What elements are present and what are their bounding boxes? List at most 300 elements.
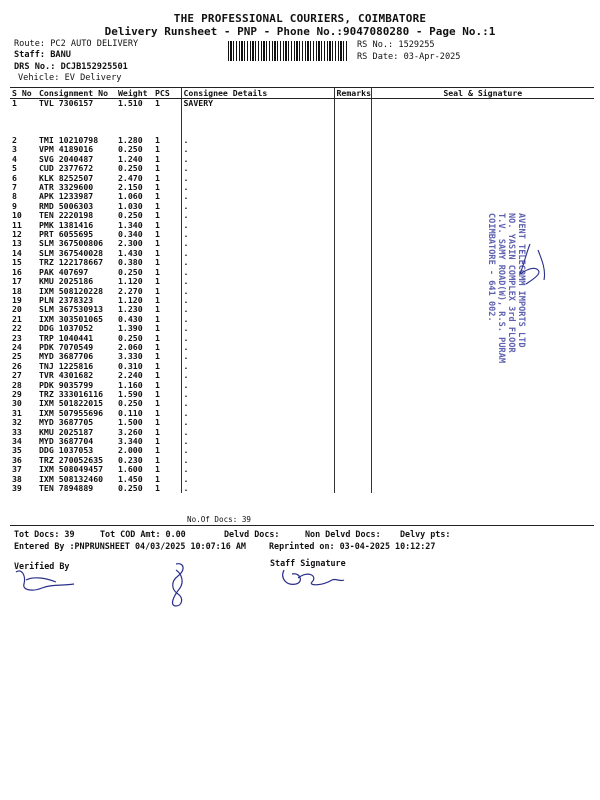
row-sno: 23 [12, 332, 22, 343]
row-consignee: . [181, 324, 334, 333]
row-remarks [334, 334, 371, 343]
row-weight: 1.030 [118, 200, 143, 211]
row-consignee: . [181, 475, 334, 484]
row-sno: 5 [12, 163, 17, 174]
row-remarks [334, 239, 371, 248]
row-consignee: SAVERY [181, 99, 334, 137]
row-seal-signature [371, 155, 594, 164]
company-stamp [440, 213, 526, 383]
row-consignee: . [181, 145, 334, 154]
row-consignee: . [181, 155, 334, 164]
stamp-line: T.V. SAMY ROAD(W), R.S. PURAM [496, 213, 506, 364]
row-weight: 0.250 [118, 266, 143, 277]
row-weight: 1.340 [118, 219, 143, 230]
runsheet-subtitle: Delivery Runsheet - PNP - Phone No.:9047080280 - Page No.:1 [104, 25, 496, 38]
col-header-pcs: PCS [153, 88, 181, 99]
row-sno: 15 [12, 257, 22, 268]
row-sno: 2 [12, 135, 17, 145]
row-pcs: 1 [155, 210, 160, 221]
receiver-signature [512, 240, 552, 290]
row-remarks [334, 305, 371, 314]
row-weight: 2.240 [118, 370, 143, 381]
row-weight: 1.060 [118, 191, 143, 202]
row-consignment-no: KMU 2025187 [39, 426, 94, 437]
entered-by: Entered By :PNPRUNSHEET 04/03/2025 10:07:16 AM [14, 541, 246, 551]
row-remarks [334, 390, 371, 399]
row-consignment-no: MYD 3687705 [39, 417, 94, 428]
table-row [10, 475, 594, 484]
row-remarks [334, 428, 371, 437]
col-header-remarks: Remarks [334, 88, 371, 99]
row-pcs: 1 [155, 135, 160, 145]
row-weight: 0.340 [118, 229, 143, 240]
row-weight: 1.120 [118, 276, 143, 287]
row-consignment-no: DDG 1037053 [39, 445, 94, 456]
row-sno: 18 [12, 285, 22, 296]
row-sno: 29 [12, 388, 22, 399]
row-consignment-no: PAK 407697 [39, 266, 89, 277]
table-row [10, 183, 594, 192]
row-consignee: . [181, 315, 334, 324]
row-consignment-no: TVL 7306157 [39, 98, 94, 108]
row-weight: 0.250 [118, 163, 143, 174]
row-sno: 31 [12, 407, 22, 418]
table-row [10, 155, 594, 164]
row-weight: 0.250 [118, 210, 143, 221]
row-pcs: 1 [155, 388, 160, 399]
reprinted-on: Reprinted on: 03-04-2025 10:12:27 [269, 541, 436, 551]
row-sno: 39 [12, 483, 22, 494]
row-consignment-no: IXM 507955696 [39, 407, 104, 418]
initial-signature [164, 560, 194, 610]
row-consignee: . [181, 183, 334, 192]
row-consignment-no: TEN 2220198 [39, 210, 94, 221]
rs-date: RS Date: 03-Apr-2025 [357, 52, 461, 62]
row-consignee: . [181, 381, 334, 390]
table-row [10, 437, 594, 446]
row-remarks [334, 362, 371, 371]
row-remarks [334, 484, 371, 493]
row-seal-signature [371, 484, 594, 493]
row-seal-signature [371, 136, 594, 145]
row-sno: 1 [12, 98, 17, 108]
row-weight: 2.270 [118, 285, 143, 296]
row-remarks [334, 437, 371, 446]
row-weight: 2.300 [118, 238, 143, 249]
row-weight: 3.340 [118, 436, 143, 446]
row-pcs: 1 [155, 323, 160, 334]
row-pcs: 1 [155, 200, 160, 211]
row-sno: 34 [12, 436, 22, 446]
table-row [10, 418, 594, 427]
verifier-signature [12, 566, 82, 596]
row-pcs: 1 [155, 98, 160, 108]
row-weight: 1.240 [118, 153, 143, 164]
row-sno: 36 [12, 454, 22, 465]
row-pcs: 1 [155, 285, 160, 296]
row-consignee: . [181, 334, 334, 343]
non-delivered-docs: Non Delvd Docs: [305, 529, 381, 539]
vehicle-label: Vehicle: EV Delivery [18, 73, 122, 83]
staff-signature-label: Staff Signature [270, 558, 346, 568]
row-consignee: . [181, 437, 334, 446]
table-row [10, 145, 594, 154]
row-seal-signature [371, 145, 594, 154]
row-weight: 1.280 [118, 135, 143, 145]
row-weight: 0.310 [118, 360, 143, 371]
row-sno: 38 [12, 473, 22, 484]
staff-signature [278, 566, 348, 590]
row-seal-signature [371, 428, 594, 437]
table-row [10, 409, 594, 418]
row-remarks [334, 296, 371, 305]
row-consignment-no: PDK 9035799 [39, 379, 94, 390]
table-bottom-rule [10, 525, 594, 526]
row-pcs: 1 [155, 266, 160, 277]
stamp-line: NO. YASIN COMPLEX 3rd FLOOR [506, 213, 516, 353]
verified-by-label: Verified By [14, 561, 70, 571]
row-consignment-no: IXM 508049457 [39, 464, 104, 475]
row-pcs: 1 [155, 238, 160, 249]
row-pcs: 1 [155, 182, 160, 193]
row-remarks [334, 145, 371, 154]
row-seal-signature [371, 99, 594, 137]
row-consignment-no: TEN 7894889 [39, 483, 94, 494]
row-sno: 32 [12, 417, 22, 428]
row-pcs: 1 [155, 247, 160, 258]
row-weight: 2.470 [118, 172, 143, 183]
row-consignee: . [181, 352, 334, 361]
table-row [10, 99, 594, 137]
row-remarks [334, 324, 371, 333]
stamp-line: COIMBATORE - 641 002. [486, 213, 496, 322]
col-header-sno: S No [10, 88, 37, 99]
row-consignment-no: KMU 2025186 [39, 276, 94, 287]
row-remarks [334, 343, 371, 352]
row-sno: 27 [12, 370, 22, 381]
row-remarks [334, 446, 371, 455]
row-consignee: . [181, 174, 334, 183]
row-consignee: . [181, 343, 334, 352]
row-sno: 24 [12, 341, 22, 352]
row-seal-signature [371, 437, 594, 446]
row-consignment-no: TRZ 270052635 [39, 454, 104, 465]
row-consignee: . [181, 202, 334, 211]
row-sno: 13 [12, 238, 22, 249]
row-sno: 16 [12, 266, 22, 277]
table-row [10, 192, 594, 201]
row-sno: 8 [12, 191, 17, 202]
row-consignment-no: MYD 3687706 [39, 351, 94, 362]
row-weight: 0.250 [118, 144, 143, 155]
row-sno: 7 [12, 182, 17, 193]
row-weight: 2.150 [118, 182, 143, 193]
row-pcs: 1 [155, 153, 160, 164]
delivery-points: Delvy pts: [400, 529, 451, 539]
row-seal-signature [371, 409, 594, 418]
row-seal-signature [371, 164, 594, 173]
row-consignment-no: TNJ 1225816 [39, 360, 94, 371]
row-remarks [334, 277, 371, 286]
row-weight: 0.110 [118, 407, 143, 418]
row-remarks [334, 287, 371, 296]
row-pcs: 1 [155, 370, 160, 381]
row-consignment-no: MYD 3687704 [39, 436, 94, 446]
row-consignee: . [181, 456, 334, 465]
row-pcs: 1 [155, 473, 160, 484]
row-sno: 9 [12, 200, 17, 211]
row-consignee: . [181, 296, 334, 305]
rs-number: RS No.: 1529255 [357, 40, 435, 50]
row-consignment-no: IXM 501822015 [39, 398, 104, 409]
row-weight: 1.600 [118, 464, 143, 475]
row-pcs: 1 [155, 163, 160, 174]
row-weight: 0.380 [118, 257, 143, 268]
row-consignee: . [181, 258, 334, 267]
row-consignment-no: SLM 367530913 [39, 304, 104, 315]
row-consignee: . [181, 418, 334, 427]
drs-number: DRS No.: DCJB152925501 [14, 62, 128, 72]
row-remarks [334, 211, 371, 220]
row-pcs: 1 [155, 144, 160, 155]
row-pcs: 1 [155, 341, 160, 352]
row-weight: 0.230 [118, 454, 143, 465]
row-remarks [334, 174, 371, 183]
row-consignee: . [181, 230, 334, 239]
no-of-docs: No.Of Docs: 39 [187, 515, 252, 524]
total-cod-amount: Tot COD Amt: 0.00 [100, 529, 186, 539]
row-pcs: 1 [155, 454, 160, 465]
row-pcs: 1 [155, 360, 160, 371]
row-pcs: 1 [155, 172, 160, 183]
row-pcs: 1 [155, 407, 160, 418]
row-sno: 11 [12, 219, 22, 230]
staff-label: Staff: BANU [14, 50, 71, 60]
row-pcs: 1 [155, 379, 160, 390]
row-remarks [334, 230, 371, 239]
row-pcs: 1 [155, 464, 160, 475]
row-sno: 3 [12, 144, 17, 155]
row-consignment-no: PDK 7070549 [39, 341, 94, 352]
row-pcs: 1 [155, 191, 160, 202]
row-seal-signature [371, 475, 594, 484]
total-docs: Tot Docs: 39 [14, 529, 75, 539]
row-consignment-no: KLK 8252507 [39, 172, 94, 183]
row-consignment-no: SLM 367500806 [39, 238, 104, 249]
row-consignment-no: TRZ 333016116 [39, 388, 104, 399]
row-consignee: . [181, 399, 334, 408]
row-consignee: . [181, 390, 334, 399]
row-remarks [334, 221, 371, 230]
table-row [10, 428, 594, 437]
col-header-seal: Seal & Signature [371, 88, 594, 99]
row-seal-signature [371, 390, 594, 399]
row-consignee: . [181, 287, 334, 296]
row-sno: 37 [12, 464, 22, 475]
row-consignment-no: CUD 2377672 [39, 163, 94, 174]
row-weight: 2.060 [118, 341, 143, 352]
row-consignment-no: IXM 508120228 [39, 285, 104, 296]
row-consignment-no: TVR 4301682 [39, 370, 94, 381]
row-seal-signature [371, 456, 594, 465]
row-pcs: 1 [155, 436, 160, 446]
row-consignee: . [181, 249, 334, 258]
row-weight: 3.330 [118, 351, 143, 362]
row-sno: 33 [12, 426, 22, 437]
row-pcs: 1 [155, 445, 160, 456]
row-consignee: . [181, 164, 334, 173]
row-remarks [334, 155, 371, 164]
row-seal-signature [371, 446, 594, 455]
row-consignment-no: IXM 508132460 [39, 473, 104, 484]
row-consignment-no: TRZ 122178667 [39, 257, 104, 268]
row-consignee: . [181, 136, 334, 145]
row-weight: 3.260 [118, 426, 143, 437]
row-consignee: . [181, 268, 334, 277]
row-remarks [334, 258, 371, 267]
row-remarks [334, 409, 371, 418]
table-row [10, 202, 594, 211]
row-sno: 22 [12, 323, 22, 334]
row-seal-signature [371, 418, 594, 427]
row-remarks [334, 164, 371, 173]
row-consignee: . [181, 211, 334, 220]
row-weight: 1.590 [118, 388, 143, 399]
table-header-row [10, 88, 594, 99]
row-weight: 1.430 [118, 247, 143, 258]
row-sno: 6 [12, 172, 17, 183]
stamp-line: AVENT TELECOMM IMPORTS LTD [516, 213, 526, 348]
row-sno: 20 [12, 304, 22, 315]
row-remarks [334, 183, 371, 192]
row-remarks [334, 465, 371, 474]
row-consignee: . [181, 428, 334, 437]
row-sno: 21 [12, 313, 22, 324]
delivered-docs: Delvd Docs: [224, 529, 280, 539]
row-weight: 0.250 [118, 332, 143, 343]
row-consignee: . [181, 362, 334, 371]
row-consignment-no: SLM 367540028 [39, 247, 104, 258]
row-weight: 1.450 [118, 473, 143, 484]
company-title: THE PROFESSIONAL COURIERS, COIMBATORE [173, 12, 427, 25]
row-sno: 26 [12, 360, 22, 371]
row-remarks [334, 418, 371, 427]
row-consignee: . [181, 465, 334, 474]
row-weight: 0.430 [118, 313, 143, 324]
row-seal-signature [371, 465, 594, 474]
row-remarks [334, 315, 371, 324]
row-consignee: . [181, 409, 334, 418]
table-row [10, 174, 594, 183]
row-weight: 1.390 [118, 323, 143, 334]
row-pcs: 1 [155, 229, 160, 240]
row-seal-signature [371, 399, 594, 408]
row-consignee: . [181, 305, 334, 314]
row-pcs: 1 [155, 313, 160, 324]
row-pcs: 1 [155, 426, 160, 437]
row-remarks [334, 99, 371, 137]
row-sno: 19 [12, 294, 22, 305]
row-sno: 28 [12, 379, 22, 390]
table-row [10, 164, 594, 173]
row-sno: 17 [12, 276, 22, 287]
row-consignment-no: TRP 1040441 [39, 332, 94, 343]
row-consignee: . [181, 484, 334, 493]
row-remarks [334, 136, 371, 145]
row-consignment-no: ATR 3329600 [39, 182, 94, 193]
row-weight: 0.250 [118, 398, 143, 409]
row-remarks [334, 268, 371, 277]
table-row [10, 136, 594, 145]
row-seal-signature [371, 192, 594, 201]
row-weight: 2.000 [118, 445, 143, 456]
row-sno: 35 [12, 445, 22, 456]
row-weight: 1.120 [118, 294, 143, 305]
row-consignment-no: IXM 303501065 [39, 313, 104, 324]
row-consignment-no: SVG 2040487 [39, 153, 94, 164]
row-pcs: 1 [155, 294, 160, 305]
row-consignment-no: PMK 1381416 [39, 219, 94, 230]
row-sno: 30 [12, 398, 22, 409]
row-sno: 10 [12, 210, 22, 221]
row-consignee: . [181, 239, 334, 248]
row-consignee: . [181, 221, 334, 230]
row-remarks [334, 249, 371, 258]
row-consignment-no: TMI 10210798 [39, 135, 99, 145]
row-pcs: 1 [155, 483, 160, 494]
row-weight: 1.230 [118, 304, 143, 315]
row-pcs: 1 [155, 332, 160, 343]
row-consignment-no: RMD 5006303 [39, 200, 94, 211]
row-weight: 1.510 [118, 98, 143, 108]
row-sno: 14 [12, 247, 22, 258]
row-weight: 0.250 [118, 483, 143, 494]
col-header-weight: Weight [116, 88, 153, 99]
col-header-consignment: Consignment No [37, 88, 116, 99]
row-consignee: . [181, 192, 334, 201]
row-remarks [334, 352, 371, 361]
route-label: Route: PC2 AUTO DELIVERY [14, 39, 139, 49]
row-seal-signature [371, 174, 594, 183]
row-consignment-no: APK 1233987 [39, 191, 94, 202]
table-row [10, 484, 594, 493]
row-weight: 1.160 [118, 379, 143, 390]
row-consignment-no: PLN 2378323 [39, 294, 94, 305]
row-pcs: 1 [155, 417, 160, 428]
row-pcs: 1 [155, 351, 160, 362]
row-sno: 25 [12, 351, 22, 362]
row-consignment-no: DDG 1037052 [39, 323, 94, 334]
row-remarks [334, 192, 371, 201]
row-remarks [334, 456, 371, 465]
row-remarks [334, 381, 371, 390]
row-weight: 1.500 [118, 417, 143, 428]
row-pcs: 1 [155, 304, 160, 315]
row-pcs: 1 [155, 276, 160, 287]
row-consignment-no: VPM 4189016 [39, 144, 94, 155]
col-header-consignee: Consignee Details [181, 88, 334, 99]
row-remarks [334, 399, 371, 408]
row-pcs: 1 [155, 257, 160, 268]
row-consignment-no: PRT 6055695 [39, 229, 94, 240]
row-pcs: 1 [155, 219, 160, 230]
row-consignee: . [181, 277, 334, 286]
row-remarks [334, 202, 371, 211]
row-seal-signature [371, 183, 594, 192]
barcode-image [228, 41, 348, 61]
row-consignee: . [181, 446, 334, 455]
row-remarks [334, 475, 371, 484]
